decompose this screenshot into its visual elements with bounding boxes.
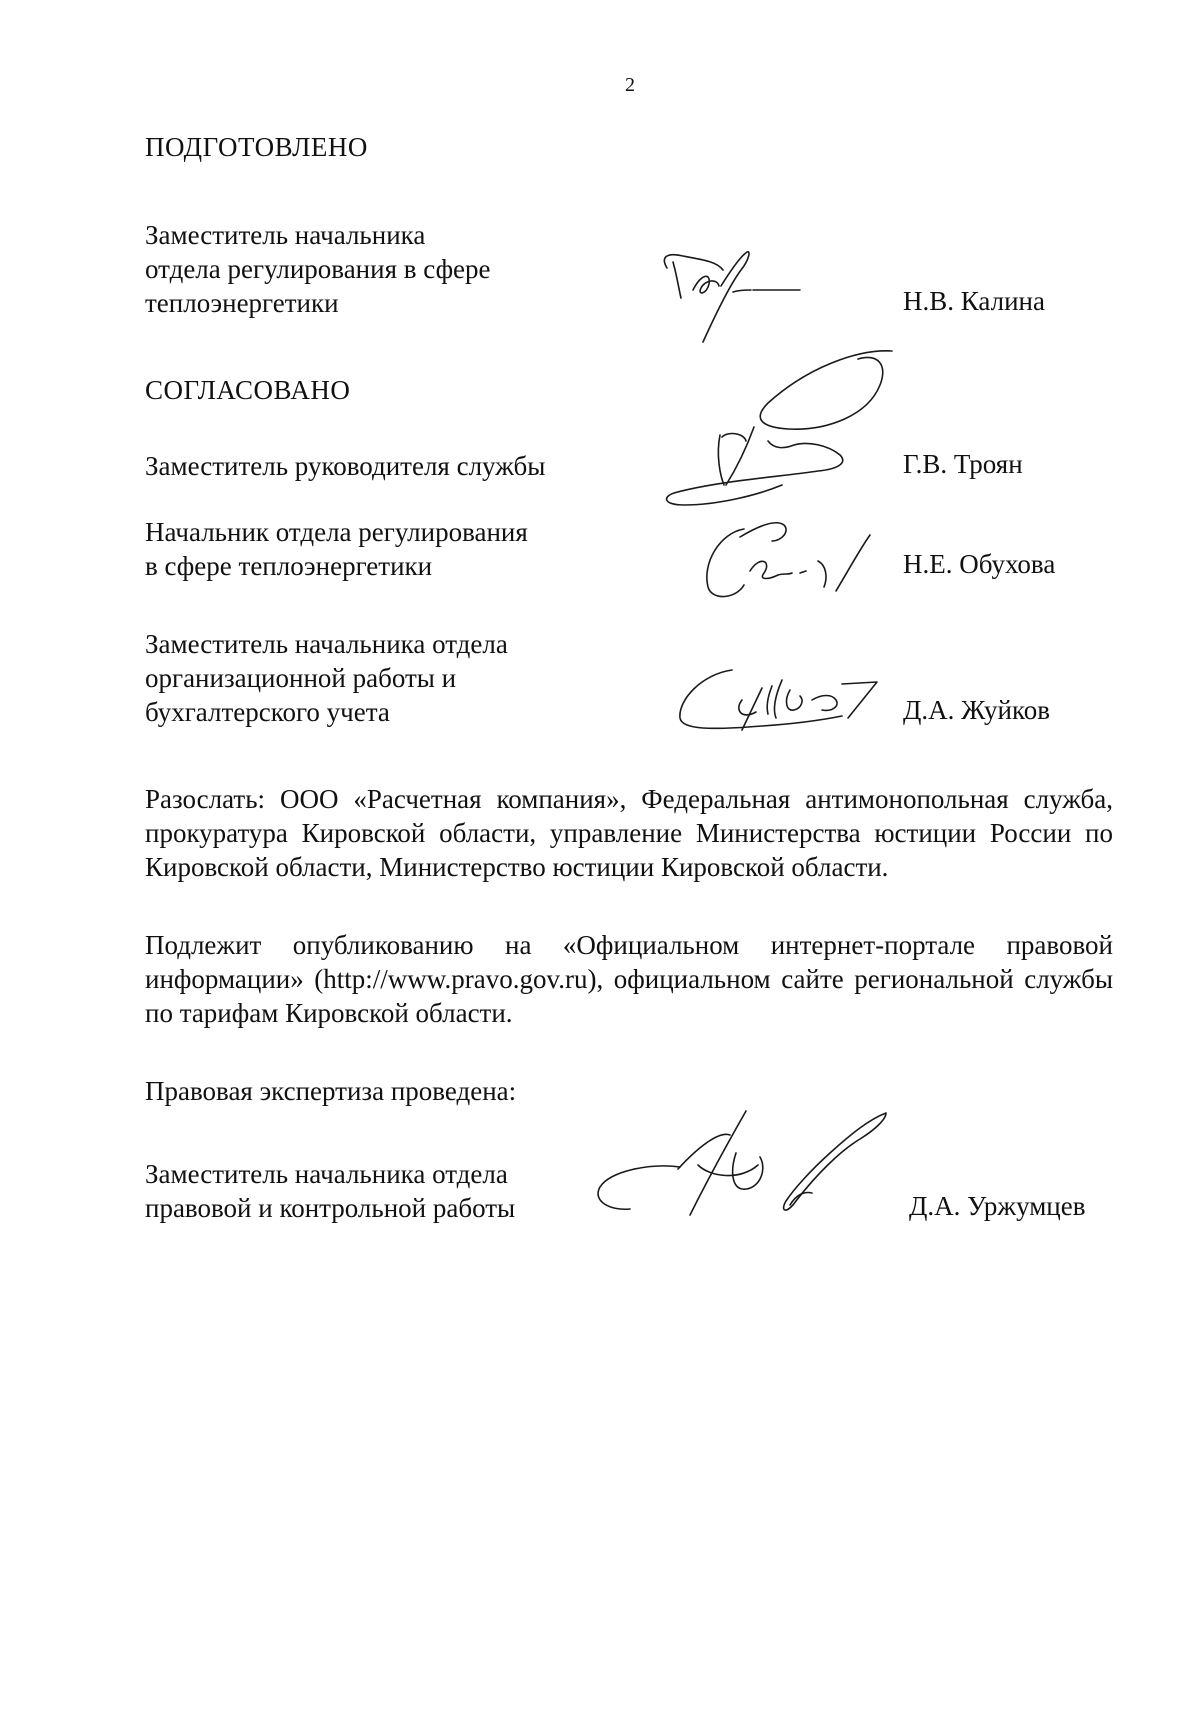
agreed-position-line: в сфере теплоэнергетики [145,551,433,581]
signatory-name-obukhova: Н.Е. Обухова [903,549,1056,579]
signature-zhuykov [672,660,882,740]
prepared-heading: ПОДГОТОВЛЕНО [145,132,368,162]
distribution-paragraph: Разослать: ООО «Расчетная компания», Федеральная антимонопольная служба, прокуратура Кировской области, управление Министерства юстиции России по Кировской области, Министерство юстиции Кировской области. [145,784,1113,882]
agreed-position-line: Начальник отдела регулирования [145,517,528,547]
signatory-name-troyan: Г.В. Троян [903,449,1023,479]
agreed-heading: СОГЛАСОВАНО [145,375,351,405]
publication-paragraph: Подлежит опубликованию на «Официальном интернет-портале правовой информации» (http://www.pravo.gov.ru), официальном сайте региональной службы по тарифам Кировской области. [145,930,1113,1028]
legal-review-position-line: Заместитель начальника отдела [145,1159,508,1189]
legal-review-statement: Правовая экспертиза проведена: [145,1076,517,1106]
page-number: 2 [625,74,635,96]
agreed-position-line: Заместитель начальника отдела [145,629,508,659]
signature-urzhumtsev [590,1105,890,1225]
signatory-name-zhuykov: Д.А. Жуйков [903,695,1050,725]
prepared-position-line: отдела регулирования в сфере [145,254,491,284]
agreed-position-line: Заместитель руководителя службы [145,451,546,481]
signature-obukhova [700,515,880,605]
agreed-position-line: организационной работы и [145,663,457,693]
agreed-position-line: бухгалтерского учета [145,697,390,727]
prepared-position-line: Заместитель начальника [145,220,426,250]
signature-kalina [655,250,805,345]
signature-troyan [658,345,898,520]
prepared-position-line: теплоэнергетики [145,288,339,318]
signatory-name-urzhumtsev: Д.А. Уржумцев [909,1191,1086,1221]
signatory-name-kalina: Н.В. Калина [903,286,1045,316]
legal-review-position-line: правовой и контрольной работы [145,1193,516,1223]
